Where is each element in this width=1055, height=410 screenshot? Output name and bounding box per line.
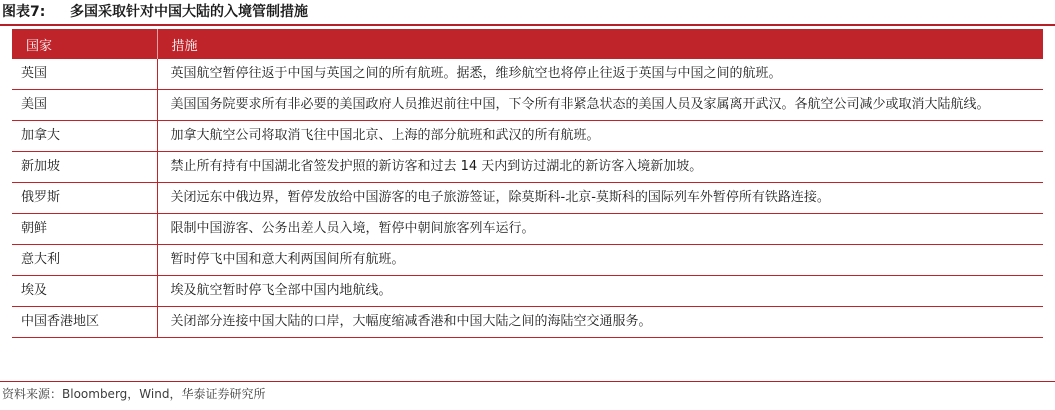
measure-cell: 加拿大航空公司将取消飞往中国北京、上海的部分航班和武汉的所有航班。 xyxy=(157,121,1043,152)
country-cell: 美国 xyxy=(12,90,157,121)
measure-cell: 关闭部分连接中国大陆的口岸，大幅度缩减香港和中国大陆之间的海陆空交通服务。 xyxy=(157,307,1043,338)
table-row xyxy=(12,245,1043,276)
country-cell: 加拿大 xyxy=(12,121,157,152)
table-row xyxy=(12,152,1043,183)
table-row xyxy=(12,214,1043,245)
measure-cell: 埃及航空暂时停飞全部中国内地航线。 xyxy=(157,276,1043,307)
measure-cell: 美国国务院要求所有非必要的美国政府人员推迟前往中国，下令所有非紧急状态的美国人员及家属离开武汉。各航空公司减少或取消大陆航线。 xyxy=(157,90,1043,121)
country-cell: 埃及 xyxy=(12,276,157,307)
country-cell: 中国香港地区 xyxy=(12,307,157,338)
table-row xyxy=(12,183,1043,214)
header-country: 国家 xyxy=(12,29,157,59)
table-row xyxy=(12,121,1043,152)
figure-title-row xyxy=(0,0,1055,24)
figure-title: 多国采取针对中国大陆的入境管制措施 xyxy=(70,4,308,20)
table-row xyxy=(12,59,1043,90)
country-cell: 朝鲜 xyxy=(12,214,157,245)
measure-cell: 英国航空暂停往返于中国与英国之间的所有航班。据悉，维珍航空也将停止往返于英国与中国之间的航班。 xyxy=(157,59,1043,90)
country-cell: 新加坡 xyxy=(12,152,157,183)
country-cell: 英国 xyxy=(12,59,157,90)
source-note: 资料来源：Bloomberg，Wind，华泰证券研究所 xyxy=(2,387,266,401)
header-measure: 措施 xyxy=(157,29,1043,59)
country-cell: 俄罗斯 xyxy=(12,183,157,214)
table-header-row xyxy=(12,29,1043,59)
title-divider xyxy=(0,24,1055,26)
figure-label: 图表7: xyxy=(2,4,46,20)
measures-table xyxy=(12,29,1043,338)
country-cell: 意大利 xyxy=(12,245,157,276)
measure-cell: 关闭远东中俄边界，暂停发放给中国游客的电子旅游签证，除莫斯科-北京-莫斯科的国际列车外暂停所有铁路连接。 xyxy=(157,183,1043,214)
source-divider xyxy=(0,381,1055,382)
measure-cell: 限制中国游客、公务出差人员入境，暂停中朝间旅客列车运行。 xyxy=(157,214,1043,245)
measure-cell: 暂时停飞中国和意大利两国间所有航班。 xyxy=(157,245,1043,276)
table-row xyxy=(12,307,1043,338)
table-row xyxy=(12,90,1043,121)
table-row xyxy=(12,276,1043,307)
measure-cell: 禁止所有持有中国湖北省签发护照的新访客和过去 14 天内到访过湖北的新访客入境新加坡。 xyxy=(157,152,1043,183)
